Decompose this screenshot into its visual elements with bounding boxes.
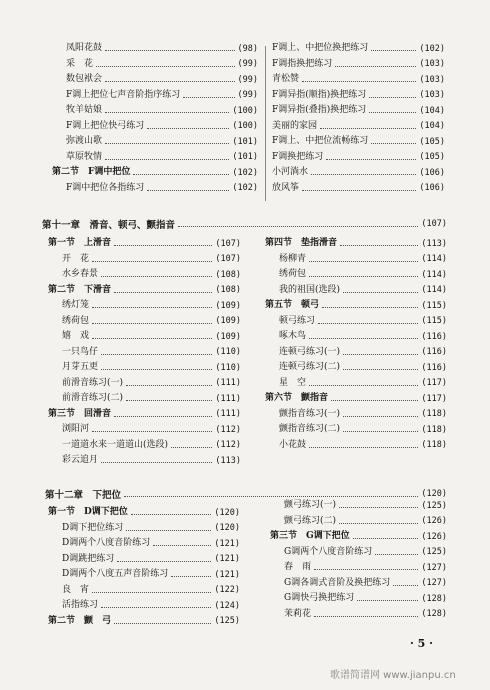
leader-dots [369, 97, 416, 98]
toc-entry-page: (122) [214, 585, 240, 595]
toc-entry [265, 329, 447, 345]
toc-entry [48, 453, 241, 469]
leader-dots [147, 190, 229, 191]
toc-entry [272, 181, 445, 197]
toc-entry-title: 颤弓练习(二) [284, 515, 337, 526]
toc-entry [48, 422, 241, 438]
toc-entry-title: 星 空 [279, 377, 307, 388]
toc-entry-page: (112) [215, 424, 241, 435]
leader-dots [101, 369, 212, 370]
toc-entry-page: (116) [421, 347, 447, 357]
toc-entry [265, 267, 447, 283]
toc-entry-page: (102) [232, 183, 258, 193]
toc-entry-page: (101) [232, 152, 258, 162]
toc-entry-title: 啄木鸟 [279, 331, 307, 342]
leader-dots [101, 607, 211, 608]
toc-entry [48, 407, 241, 423]
chapter-11-heading [42, 216, 447, 232]
chapter-11-title: 第十一章 滑音、顿弓、颤指音 [42, 220, 176, 231]
toc-entry-page: (100) [232, 121, 258, 131]
leader-dots [320, 128, 416, 129]
toc-entry [52, 41, 258, 57]
toc-entry-title: 彩云追月 [62, 455, 99, 466]
chapter-12-page: (120) [421, 489, 447, 499]
leader-dots [343, 292, 418, 293]
toc-entry [52, 57, 258, 73]
toc-entry-title: F调上、中把位换把练习 [272, 43, 369, 54]
toc-entry-page: (104) [419, 121, 445, 131]
toc-entry-title: 开 花 [62, 253, 90, 264]
toc-entry [48, 552, 240, 568]
toc-entry-page: (120) [214, 523, 240, 533]
toc-entry [265, 252, 447, 268]
toc-entry [265, 345, 447, 361]
toc-entry-page: (116) [421, 331, 447, 342]
toc-entry-title: 连顿弓练习(一) [279, 346, 341, 357]
toc-entry-page: (126) [421, 531, 447, 542]
leader-dots [92, 323, 212, 324]
toc-entry-title: F调异指(顺指)换把练习 [272, 89, 367, 100]
toc-entry-page: (103) [419, 90, 445, 100]
leader-dots [96, 66, 235, 67]
leader-dots [114, 292, 212, 293]
toc-ch12-left-column [48, 505, 240, 629]
toc-entry-page: (113) [215, 455, 241, 466]
toc-entry-title: 前滑音练习(一) [62, 377, 124, 388]
toc-entry [272, 103, 445, 119]
toc-entry-title: 第六节 颤指音 [265, 393, 329, 404]
leader-dots [101, 354, 212, 355]
leader-dots [92, 431, 212, 432]
toc-entry-title: G调两个八度音阶练习 [284, 546, 373, 557]
toc-entry-page: (114) [421, 285, 447, 295]
toc-entry [272, 57, 445, 73]
toc-entry-page: (105) [419, 136, 445, 147]
toc-entry-page: (117) [421, 378, 447, 388]
leader-dots [105, 143, 229, 144]
leader-dots [105, 159, 229, 160]
toc-entry-title: 杨柳青 [279, 253, 307, 264]
toc-entry-title: 茉莉花 [284, 608, 312, 619]
toc-entry-title: 水乡春景 [62, 269, 99, 280]
leader-dots [92, 338, 212, 339]
toc-entry-page: (110) [215, 362, 241, 373]
toc-entry [265, 360, 447, 376]
leader-dots [353, 538, 419, 539]
toc-entry [272, 119, 445, 135]
toc-entry [52, 119, 258, 135]
toc-entry-title: 颤指音练习(二) [279, 424, 341, 435]
toc-entry-title: 第一节 D调下把位 [48, 507, 128, 518]
toc-entry [270, 591, 447, 607]
leader-dots [183, 97, 234, 98]
toc-entry [270, 560, 447, 576]
leader-dots [326, 159, 416, 160]
leader-dots [101, 462, 212, 463]
toc-entry [265, 438, 447, 454]
leader-dots [117, 561, 211, 562]
toc-entry-page: (128) [421, 609, 447, 619]
toc-entry-title: F调异指(叠指)换把练习 [272, 105, 367, 116]
watermark: 歌谱简谱网 www.jianpu.cn [330, 670, 456, 681]
toc-entry-title: F调中把位各指练习 [66, 182, 145, 193]
toc-entry [48, 267, 241, 283]
chapter-11-page: (107) [421, 219, 447, 229]
toc-entry [48, 614, 240, 630]
toc-entry-title: 第二节 下滑音 [48, 284, 112, 295]
toc-entry-page: (107) [215, 238, 241, 249]
toc-entry [48, 505, 240, 521]
toc-entry-page: (116) [421, 362, 447, 373]
toc-entry [52, 72, 258, 88]
leader-dots [318, 323, 418, 324]
toc-entry [272, 150, 445, 166]
toc-entry-page: (121) [214, 554, 240, 564]
toc-entry [270, 498, 447, 514]
leader-dots [393, 585, 418, 586]
toc-entry-page: (115) [421, 300, 447, 311]
toc-entry-page: (103) [419, 74, 445, 85]
toc-entry [272, 41, 445, 57]
toc-ch11-right-column [265, 236, 447, 453]
toc-entry [272, 134, 445, 150]
leader-dots [343, 416, 418, 417]
leader-dots [309, 276, 418, 277]
leader-dots [114, 623, 211, 624]
toc-entry-title: D调两个八度五声音阶练习 [62, 569, 169, 580]
toc-entry [265, 298, 447, 314]
toc-entry-page: (110) [215, 347, 241, 357]
leader-dots [101, 276, 212, 277]
toc-entry-title: 前滑音练习(二) [62, 393, 124, 404]
toc-entry-page: (128) [421, 593, 447, 604]
leader-dots [171, 576, 211, 577]
toc-entry-title: D调下把位练习 [62, 522, 124, 533]
toc-entry-page: (124) [214, 600, 240, 611]
leader-dots [126, 385, 212, 386]
toc-entry [48, 236, 241, 252]
toc-entry-title: 活指练习 [62, 600, 99, 611]
toc-entry-title: 顿弓练习 [279, 315, 316, 326]
toc-entry-page: (100) [232, 105, 258, 116]
column-divider-top [265, 46, 266, 201]
leader-dots [302, 81, 416, 82]
toc-entry-title: 草原牧情 [66, 151, 103, 162]
toc-entry [272, 88, 445, 104]
toc-ch12-right-column [270, 498, 447, 622]
toc-entry-page: (109) [215, 300, 241, 311]
leader-dots [153, 545, 211, 546]
leader-dots [309, 385, 418, 386]
toc-entry-title: 小花鼓 [279, 439, 307, 450]
toc-entry [52, 150, 258, 166]
toc-entry-title: 牧羊姑娘 [66, 105, 103, 116]
toc-entry [48, 283, 241, 299]
leader-dots [343, 354, 418, 355]
leader-dots [105, 50, 235, 51]
toc-entry [272, 165, 445, 181]
toc-entry-title: 嬉 戏 [62, 331, 90, 342]
toc-entry-title: 春 雨 [284, 562, 312, 573]
toc-entry-page: (107) [215, 254, 241, 264]
toc-entry-title: 凤阳花鼓 [66, 43, 103, 54]
leader-dots [92, 592, 211, 593]
toc-entry-title: 第三节 G调下把位 [270, 531, 350, 542]
toc-entry-title: G调快弓换把练习 [284, 593, 355, 604]
toc-entry [265, 391, 447, 407]
page-number: · 5 · [410, 637, 433, 650]
toc-entry-page: (99) [237, 90, 258, 100]
toc-entry [48, 583, 240, 599]
toc-entry-page: (118) [421, 440, 447, 450]
toc-entry-title: F调换把练习 [272, 151, 324, 162]
toc-entry [265, 283, 447, 299]
toc-entry-title: 数包袱会 [66, 74, 103, 85]
toc-entry-page: (102) [419, 43, 445, 54]
leader-dots [339, 507, 418, 508]
toc-entry [270, 545, 447, 561]
toc-entry-title: 颤指音练习(一) [279, 408, 341, 419]
toc-entry-title: 我的祖国(选段) [279, 284, 341, 295]
toc-entry-page: (111) [215, 378, 241, 388]
toc-entry-page: (105) [419, 152, 445, 162]
toc-entry [48, 314, 241, 330]
toc-entry [272, 72, 445, 88]
leader-dots [343, 431, 418, 432]
toc-entry-page: (114) [421, 269, 447, 280]
toc-entry-page: (125) [214, 616, 240, 626]
toc-entry-title: 第一节 上滑音 [48, 238, 112, 249]
toc-entry [270, 529, 447, 545]
leader-dots [371, 143, 416, 144]
toc-entry-title: D调两个八度音阶练习 [62, 538, 151, 549]
leader-dots [105, 112, 229, 113]
leader-dots [133, 174, 229, 175]
toc-entry-page: (99) [237, 59, 258, 69]
toc-entry-title: 良 宵 [62, 584, 90, 595]
toc-entry-page: (118) [421, 409, 447, 419]
toc-entry [48, 360, 241, 376]
leader-dots [302, 190, 416, 191]
toc-entry-title: 采 花 [66, 58, 94, 69]
leader-dots [147, 128, 229, 129]
toc-entry-page: (118) [421, 424, 447, 435]
leader-dots [339, 523, 418, 524]
toc-entry-title: 青松赞 [272, 74, 300, 85]
toc-ch11-left-column [48, 236, 241, 469]
leader-dots [178, 226, 418, 227]
leader-dots [314, 569, 418, 570]
leader-dots [331, 400, 418, 401]
toc-entry-title: 弥渡山歌 [66, 136, 103, 147]
leader-dots [171, 447, 212, 448]
toc-entry-title: 绣荷包 [279, 269, 307, 280]
toc-entry-page: (126) [421, 516, 447, 526]
toc-entry-page: (108) [215, 285, 241, 295]
toc-entry-title: 小河淌水 [272, 167, 309, 178]
toc-entry-title: 绣灯笼 [62, 300, 90, 311]
toc-entry [48, 521, 240, 537]
toc-entry-title: 一只鸟仔 [62, 346, 99, 357]
toc-entry-page: (106) [419, 183, 445, 193]
toc-entry-page: (112) [215, 440, 241, 450]
leader-dots [309, 338, 418, 339]
leader-dots [131, 514, 212, 515]
toc-entry-page: (114) [421, 254, 447, 264]
toc-entry-page: (113) [421, 238, 447, 249]
leader-dots [343, 369, 418, 370]
toc-entry-page: (99) [237, 74, 258, 85]
toc-entry-title: 第四节 垫指滑音 [265, 238, 338, 249]
toc-entry-page: (111) [215, 409, 241, 419]
leader-dots [114, 245, 212, 246]
toc-entry [52, 181, 258, 197]
toc-entry-page: (121) [214, 538, 240, 549]
toc-entry-title: 第二节 F调中把位 [52, 167, 131, 178]
toc-entry-page: (115) [421, 316, 447, 326]
toc-entry-title: 绣荷包 [62, 315, 90, 326]
toc-entry [265, 236, 447, 252]
toc-entry [265, 422, 447, 438]
toc-entry-title: 第三节 回滑音 [48, 408, 112, 419]
toc-entry-page: (120) [214, 507, 240, 518]
toc-entry [52, 103, 258, 119]
toc-entry-title: 浏阳河 [62, 424, 90, 435]
toc-entry-title: 放风筝 [272, 182, 300, 193]
toc-top-right-column [272, 41, 445, 196]
toc-entry [265, 407, 447, 423]
toc-entry-title: 连顿弓练习(二) [279, 362, 341, 373]
leader-dots [126, 400, 212, 401]
leader-dots [92, 261, 212, 262]
toc-entry-page: (106) [419, 167, 445, 178]
toc-entry-page: (103) [419, 59, 445, 69]
toc-entry-title: F调上、中把位流畅练习 [272, 136, 369, 147]
toc-entry [52, 165, 258, 181]
toc-entry [48, 345, 241, 361]
toc-entry [48, 536, 240, 552]
toc-entry [270, 607, 447, 623]
toc-entry [270, 576, 447, 592]
toc-entry-title: 一道道水来一道道山(选段) [62, 439, 169, 450]
toc-entry-page: (127) [421, 578, 447, 588]
chapter-12-title: 第十二章 下把位 [45, 490, 122, 501]
toc-entry [48, 598, 240, 614]
toc-entry [52, 88, 258, 104]
toc-entry-title: 第二节 颤 弓 [48, 615, 112, 626]
toc-entry-page: (104) [419, 105, 445, 116]
toc-entry [52, 134, 258, 150]
toc-entry [265, 314, 447, 330]
toc-top-left-column [52, 41, 258, 196]
leader-dots [124, 496, 418, 497]
toc-entry-page: (101) [232, 136, 258, 147]
toc-entry [265, 376, 447, 392]
leader-dots [371, 50, 416, 51]
toc-entry-title: 月芽五更 [62, 362, 99, 373]
toc-entry-page: (125) [421, 547, 447, 557]
toc-entry-title: F调指换把练习 [272, 58, 333, 69]
leader-dots [126, 530, 211, 531]
leader-dots [92, 307, 212, 308]
toc-entry-page: (125) [421, 500, 447, 511]
toc-entry [48, 376, 241, 392]
toc-entry-page: (121) [214, 569, 240, 580]
toc-entry-title: F调上把位快弓练习 [66, 120, 145, 131]
toc-entry-title: F调上把位七声音阶指序练习 [66, 89, 181, 100]
leader-dots [369, 112, 416, 113]
leader-dots [309, 261, 418, 262]
leader-dots [340, 245, 418, 246]
toc-entry-page: (102) [232, 167, 258, 178]
leader-dots [375, 554, 418, 555]
toc-entry [48, 252, 241, 268]
toc-entry [48, 329, 241, 345]
toc-entry-page: (108) [215, 269, 241, 280]
toc-entry-title: D调跳把练习 [62, 553, 115, 564]
toc-entry [48, 567, 240, 583]
toc-entry-page: (127) [421, 562, 447, 573]
leader-dots [335, 66, 416, 67]
toc-entry [48, 391, 241, 407]
toc-entry-page: (109) [215, 331, 241, 342]
toc-entry [48, 298, 241, 314]
leader-dots [114, 416, 212, 417]
leader-dots [357, 600, 418, 601]
leader-dots [309, 447, 418, 448]
toc-entry-title: 颤弓练习(一) [284, 500, 337, 511]
leader-dots [311, 174, 416, 175]
leader-dots [314, 616, 418, 617]
leader-dots [322, 307, 418, 308]
leader-dots [105, 81, 235, 82]
toc-entry-title: G调各调式音阶及换把练习 [284, 577, 391, 588]
toc-entry-page: (117) [421, 393, 447, 404]
toc-entry [48, 438, 241, 454]
toc-entry-page: (109) [215, 316, 241, 326]
toc-entry-title: 第五节 顿弓 [265, 300, 320, 311]
toc-entry-page: (98) [237, 43, 258, 54]
toc-entry [270, 514, 447, 530]
toc-entry-title: 美丽的家园 [272, 120, 318, 131]
toc-entry-page: (111) [215, 393, 241, 404]
